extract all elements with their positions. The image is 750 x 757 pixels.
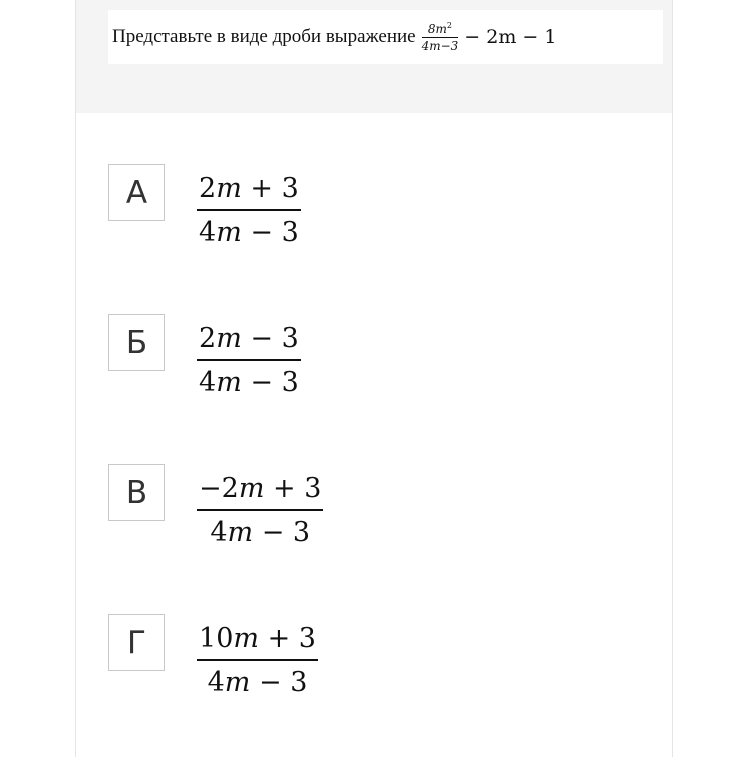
option-letter-g[interactable]: Г bbox=[108, 614, 165, 671]
option-fraction-b bbox=[197, 322, 301, 400]
question-fraction-denominator: 4m−3 bbox=[421, 38, 459, 53]
option-numerator: 2m + 3 bbox=[199, 173, 299, 204]
option-fraction-g bbox=[197, 622, 318, 700]
option-denominator: 4m − 3 bbox=[207, 667, 308, 698]
fraction-bar bbox=[197, 659, 318, 661]
question-statement bbox=[108, 10, 663, 64]
fraction-bar bbox=[197, 359, 301, 361]
option-letter-b[interactable]: Б bbox=[108, 314, 165, 371]
option-numerator: 10m + 3 bbox=[199, 623, 316, 654]
question-card bbox=[75, 0, 673, 757]
option-denominator: 4m − 3 bbox=[210, 517, 311, 548]
option-denominator: 4m − 3 bbox=[199, 367, 299, 398]
question-fraction-numerator: $8m^2$ bbox=[427, 20, 452, 36]
question-expression-tail: − 2m − 1 bbox=[464, 26, 557, 48]
option-fraction-v bbox=[197, 472, 323, 550]
option-letter-v[interactable]: В bbox=[108, 464, 165, 521]
question-text: Представьте в виде дроби выражение bbox=[112, 26, 416, 47]
fraction-bar bbox=[422, 37, 459, 38]
option-denominator: 4m − 3 bbox=[199, 217, 299, 248]
option-g[interactable] bbox=[108, 614, 318, 700]
option-fraction-a bbox=[197, 172, 301, 250]
option-a[interactable] bbox=[108, 164, 301, 250]
question-fraction bbox=[422, 22, 459, 53]
fraction-bar bbox=[197, 509, 323, 511]
option-numerator: 2m − 3 bbox=[199, 323, 299, 354]
option-letter-a[interactable]: А bbox=[108, 164, 165, 221]
fraction-bar bbox=[197, 209, 301, 211]
question-header bbox=[76, 0, 672, 113]
option-numerator: −2m + 3 bbox=[199, 473, 322, 504]
option-b[interactable] bbox=[108, 314, 301, 400]
option-v[interactable] bbox=[108, 464, 323, 550]
